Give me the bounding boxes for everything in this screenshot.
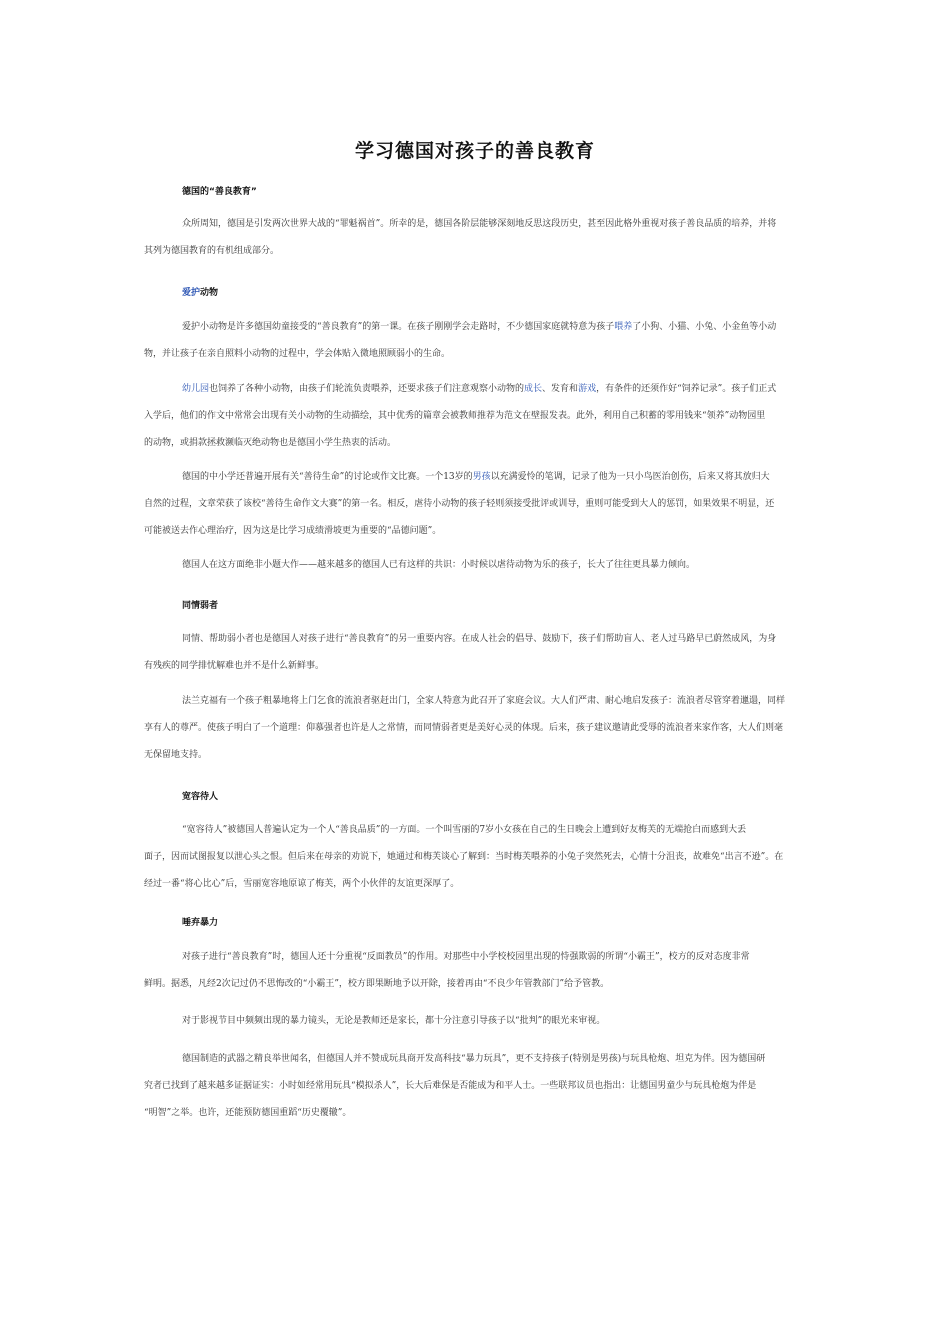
section-heading-reject-violence: 唾弃暴力 bbox=[182, 918, 219, 928]
paragraph-line bbox=[144, 314, 808, 341]
paragraph-line: 入学后，他们的作文中常常会出现有关小动物的生动描绘，其中优秀的篇章会被教师推荐为范文在壁报发表。此外，利用自己积蓄的零用钱来“领养”动物园里 bbox=[144, 411, 766, 421]
paragraph-line: 其列为德国教育的有机组成部分。 bbox=[144, 246, 280, 256]
link-feeding[interactable]: 喂养 bbox=[614, 322, 633, 332]
heading-text-animals: 动物 bbox=[200, 288, 219, 298]
paragraph bbox=[144, 211, 808, 265]
paragraph-line: 享有人的尊严。使孩子明白了一个道理：仰慕强者也许是人之常情，而同情弱者更是美好心灵的体现。后来，孩子建议邀请此受辱的流浪者来家作客，大人们则毫 bbox=[144, 723, 784, 733]
paragraph bbox=[144, 688, 808, 769]
paragraph-line: 德国人在这方面绝非小题大作——越来越多的德国人已有这样的共识：小时候以虐待动物为乐的孩子，长大了往往更具暴力倾向。 bbox=[182, 560, 696, 570]
section-heading-german-kindness-education: 德国的“善良教育” bbox=[182, 187, 257, 197]
section-heading-tolerance: 宽容待人 bbox=[182, 792, 219, 802]
heading-link-care[interactable]: 爱护 bbox=[182, 288, 201, 298]
paragraph-line: 物，并让孩子在亲自照料小动物的过程中，学会体贴入微地照顾弱小的生命。 bbox=[144, 349, 451, 359]
paragraph-line bbox=[144, 464, 808, 491]
text-run: 德国的中小学还普遍开展有关“善待生命”的讨论或作文比赛。一个13岁的 bbox=[182, 472, 473, 482]
paragraph-line: 无保留地支持。 bbox=[144, 750, 208, 760]
text-run: 以充满爱怜的笔调，记录了他为一只小鸟医治创伤，后来又将其放归大 bbox=[490, 472, 770, 482]
paragraph-line: 自然的过程，文章荣获了该校“善待生命作文大赛”的第一名。相反，虐待小动物的孩子轻则须接受批评或训导，重则可能受到大人的惩罚，如果效果不明显，还 bbox=[144, 499, 775, 509]
paragraph-line: “宽容待人”被德国人普遍认定为一个人“善良品质”的一方面。一个叫雪丽的7岁小女孩在自己的生日晚会上遭到好友梅芙的无端抢白而感到大丢 bbox=[182, 825, 747, 835]
paragraph-line: 鲜明。据悉，凡经2次记过仍不思悔改的“小霸王”，校方即果断地予以开除，接着再由“不良少年管教部门”给予管教。 bbox=[144, 979, 610, 989]
paragraph bbox=[144, 314, 808, 368]
paragraph-line: 法兰克福有一个孩子粗暴地将上门乞食的流浪者驱赶出门，全家人特意为此召开了家庭会议。大人们严肃、耐心地启发孩子：流浪者尽管穿着邋遢，同样 bbox=[182, 696, 786, 706]
section-heading-sympathy-for-weak: 同情弱者 bbox=[182, 601, 219, 611]
link-growth[interactable]: 成长 bbox=[524, 384, 543, 394]
paragraph-line: 对孩子进行“善良教育”时，德国人还十分重视“反面教员”的作用。对那些中小学校校园里出现的恃强欺弱的所谓“小霸王”，校方的反对态度非常 bbox=[182, 952, 750, 962]
paragraph bbox=[144, 944, 808, 998]
section-heading-care-for-animals bbox=[182, 285, 218, 298]
paragraph-line bbox=[144, 376, 808, 403]
text-run: 、发育和 bbox=[542, 384, 579, 394]
paragraph-line: 的动物，或捐款拯救濒临灭绝动物也是德国小学生热衷的活动。 bbox=[144, 438, 397, 448]
paragraph bbox=[144, 817, 808, 898]
paragraph bbox=[144, 376, 808, 457]
paragraph bbox=[144, 552, 808, 579]
paragraph-line: “明智”之举。也许，还能预防德国重蹈“历史覆辙”。 bbox=[144, 1108, 352, 1118]
paragraph-line: 面子，因而试图报复以泄心头之恨。但后来在母亲的劝说下，她通过和梅芙谈心了解到：当时梅芙喂养的小兔子突然死去，心情十分沮丧，故难免“出言不逊”。在 bbox=[144, 852, 784, 862]
paragraph-line: 对于影视节目中频频出现的暴力镜头，无论是教师还是家长，都十分注意引导孩子以“批判”的眼光来审视。 bbox=[182, 1016, 606, 1026]
paragraph bbox=[144, 464, 808, 545]
link-boy[interactable]: 男孩 bbox=[472, 472, 491, 482]
paragraph-line: 有残疾的同学排忧解难也并不是什么新鲜事。 bbox=[144, 661, 325, 671]
paragraph-line: 德国制造的武器之精良举世闻名，但德国人并不赞成玩具商开发高科技“暴力玩具”，更不支持孩子(特别是男孩)与玩具枪炮、坦克为伴。因为德国研 bbox=[182, 1054, 766, 1064]
paragraph-line: 究者已找到了越来越多证据证实：小时如经常用玩具“模拟杀人”，长大后难保是否能成为和平人士。一些联邦议员也指出：让德国男童少与玩具枪炮为伴是 bbox=[144, 1081, 757, 1091]
link-games[interactable]: 游戏 bbox=[578, 384, 597, 394]
paragraph-line: 同情、帮助弱小者也是德国人对孩子进行“善良教育”的另一重要内容。在成人社会的倡导、鼓励下，孩子们帮助盲人、老人过马路早已蔚然成风，为身 bbox=[182, 634, 777, 644]
text-run: ，有条件的还须作好“饲养记录”。孩子们正式 bbox=[596, 384, 777, 394]
paragraph bbox=[144, 1046, 808, 1127]
document-title: 学习德国对孩子的善良教育 bbox=[354, 140, 595, 162]
paragraph-line: 众所周知，德国是引发两次世界大战的“罪魁祸首”。所幸的是，德国各阶层能够深刻地反思这段历史，甚至因此格外重视对孩子善良品质的培养，并将 bbox=[182, 219, 777, 229]
link-kindergarten[interactable]: 幼儿园 bbox=[182, 384, 210, 394]
paragraph bbox=[144, 1008, 808, 1035]
text-run: 了小狗、小猫、小兔、小金鱼等小动 bbox=[632, 322, 777, 332]
text-run: 也饲养了各种小动物，由孩子们轮流负责喂养，还要求孩子们注意观察小动物的 bbox=[209, 384, 525, 394]
paragraph bbox=[144, 626, 808, 680]
paragraph-line: 经过一番“将心比心”后，雪丽宽容地原谅了梅芙，两个小伙伴的友谊更深厚了。 bbox=[144, 879, 460, 889]
paragraph-line: 可能被送去作心理治疗，因为这是比学习成绩滑坡更为重要的“品德问题”。 bbox=[144, 526, 442, 536]
text-run: 爱护小动物是许多德国幼童接受的“善良教育”的第一课。在孩子刚刚学会走路时，不少德国家庭就特意为孩子 bbox=[182, 322, 615, 332]
